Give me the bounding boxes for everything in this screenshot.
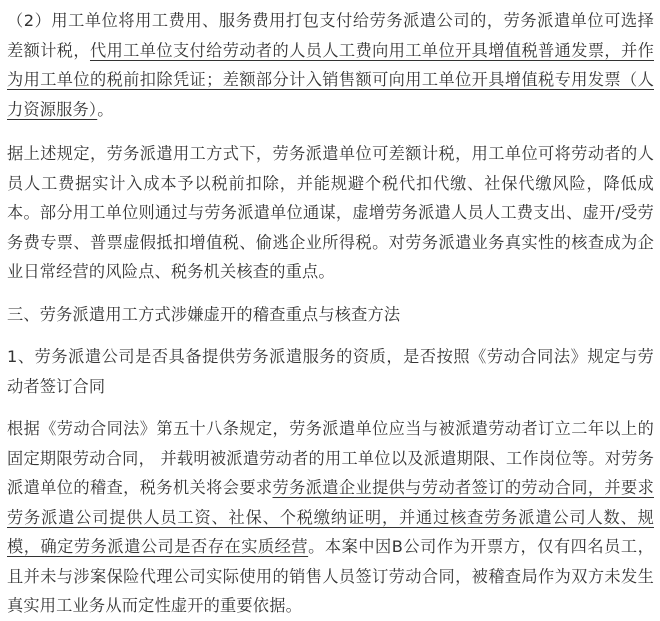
section-heading: 三、劳务派遣用工方式涉嫌虚开的稽查重点与核查方法 <box>7 304 401 324</box>
paragraph-labor-contract-law <box>7 414 654 621</box>
paragraph-differential-tax <box>7 6 654 124</box>
underlined-text: 代用工单位支付给劳动者的人员人工费向用工单位开具增值税普通发票，并作为用工单位的税前扣除凭证；差额部分计入销售额可向用工单位开具增值税专用发票（人力资源服务） <box>7 40 654 119</box>
paragraph-tail-text: 。 <box>97 99 114 119</box>
paragraph-tail-text: 。本案中因B公司作为开票方，仅有四名员工，且并未与涉案保险代理公司实际使用的销售人员签订劳动合同，被稽查局作为双方未发生真实用工业务从而定性虚开的重要依据。 <box>7 537 654 615</box>
paragraph-lead-text: （2）用工单位将用工费用、服务费用打包支付给劳务派遣公司的，劳务派遣单位可选择差额计税， <box>7 11 654 60</box>
underlined-text: 劳务派遣企业提供与劳动者签订的劳动合同，并要求劳务派遣公司提供人员工资、社保、个税缴纳证明，并通过核查劳务派遣公司人数、规模，确定劳务派遣公司是否存在实质经营 <box>7 478 654 556</box>
paragraph-regulation-summary: 据上述规定，劳务派遣用工方式下，劳务派遣单位可差额计税，用工单位可将劳动者的人员人工费据实计入成本予以税前扣除，并能规避个税代扣代缴、社保代缴风险，降低成本。部分用工单位则通过与劳务派遣单位通谋，虚增劳务派遣人员人工费支出、虚开/受劳务费专票、普票虚假抵扣增值税、偷逃企业所得税。对劳务派遣业务真实性的核查成为企业日常经营的风险点、税务机关核查的重点。 <box>7 144 654 281</box>
paragraph-lead-text: 根据《劳动合同法》第五十八条规定，劳务派遣单位应当与被派遣劳动者订立二年以上的固定期限劳动合同， 并载明被派遣劳动者的用工单位以及派遣期限、工作岗位等。对劳务派遣单位的稽查，税务机关将会要求 <box>7 419 654 497</box>
paragraph-qualification-check: 1、劳务派遣公司是否具备提供劳务派遣服务的资质，是否按照《劳动合同法》规定与劳动者签订合同 <box>7 347 654 396</box>
